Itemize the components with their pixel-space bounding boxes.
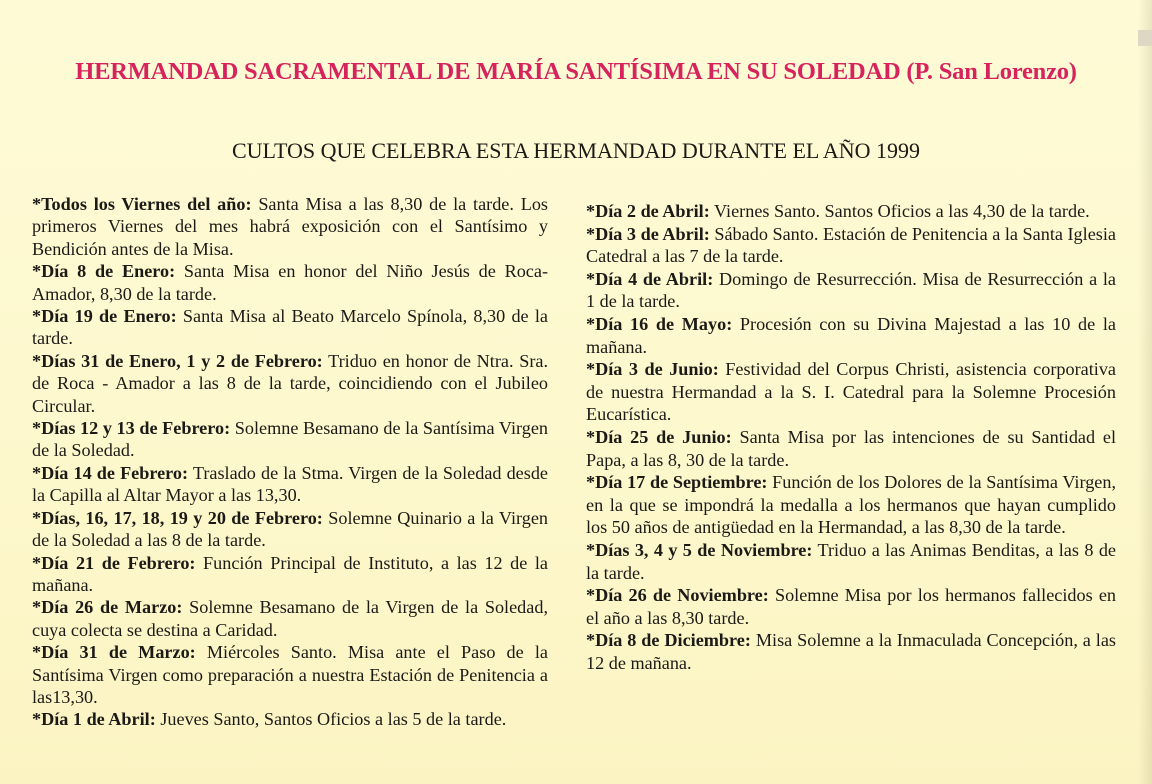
event-date-label: *Día 26 de Noviembre: [586, 585, 769, 606]
event-date-label: *Día 2 de Abril: [586, 201, 710, 221]
event-description: Triduo en honor de Ntra. Sra. de Roca - Amador a las 8 de la tarde, coincidiendo con el Jubileo Circular. [32, 350, 548, 416]
event-entry [32, 260, 548, 305]
event-date-label: *Día 4 de Abril: [586, 268, 714, 289]
event-entry [32, 417, 548, 462]
event-date-label: *Días 31 de Enero, 1 y 2 de Febrero: [32, 350, 323, 371]
event-entry [586, 539, 1116, 584]
event-entry [32, 462, 548, 507]
event-date-label: *Todos los Viernes del año: [32, 194, 252, 214]
event-entry [32, 641, 548, 708]
event-description: Procesión con su Divina Majestad a las 10 de la mañana. [586, 313, 1116, 357]
event-date-label: *Día 3 de Abril: [586, 223, 710, 244]
event-date-label: *Día 8 de Diciembre: [586, 630, 751, 651]
event-description: Función de los Dolores de la Santísima Virgen, en la que se impondrá la medalla a los hermanos que hayan cumplido los 50 años de antigüedad en la Hermandad, a las 8,30 de la tarde. [586, 472, 1117, 538]
event-description: Solemne Besamano de la Santísima Virgen de la Soledad. [32, 418, 548, 461]
event-date-label: *Día 16 de Mayo: [586, 313, 733, 334]
event-description: Santa Misa por las intenciones de su Santidad el Papa, a las 8, 30 de la tarde. [586, 426, 1117, 470]
event-date-label: *Día 8 de Enero: [32, 261, 176, 282]
event-date-label: *Día 14 de Febrero: [32, 462, 189, 483]
event-entry [586, 584, 1116, 629]
event-entry [586, 313, 1116, 358]
event-entry [32, 507, 548, 552]
event-entry [32, 552, 548, 597]
event-date-label: *Día 17 de Septiembre: [586, 472, 768, 493]
event-entry [32, 193, 548, 260]
event-description: Solemne Quinario a la Virgen de la Soledad a las 8 de la tarde. [32, 507, 548, 551]
event-entry [586, 358, 1116, 426]
event-description: Santa Misa en honor del Niño Jesús de Roca-Amador, 8,30 de la tarde. [32, 261, 549, 304]
event-description: Viernes Santo. Santos Oficios a las 4,30 de la tarde. [709, 201, 1090, 221]
event-date-label: *Días 12 y 13 de Febrero: [32, 418, 231, 439]
event-description: Traslado de la Stma. Virgen de la Soledad desde la Capilla al Altar Mayor a las 13,30. [32, 462, 549, 506]
event-date-label: *Día 21 de Febrero: [32, 552, 196, 573]
event-description: Festividad del Corpus Christi, asistencia corporativa de nuestra Hermandad a la S. I. Catedral para la Solemne Procesión Eucarística. [586, 359, 1116, 425]
page-subtitle: CULTOS QUE CELEBRA ESTA HERMANDAD DURANTE EL AÑO 1999 [231, 138, 920, 163]
event-entry [32, 708, 548, 730]
event-description: Jueves Santo, Santos Oficios a las 5 de la tarde. [155, 709, 507, 730]
event-entry [32, 596, 548, 641]
event-description: Solemne Misa por los hermanos fallecidos en el año a las 8,30 tarde. [586, 585, 1116, 628]
event-entry [586, 268, 1116, 313]
event-entry [586, 200, 1116, 223]
event-entry [586, 223, 1116, 268]
event-date-label: *Día 19 de Enero: [32, 306, 177, 327]
event-description: Función Principal de Instituto, a las 12 de la mañana. [32, 552, 548, 595]
event-date-label: *Día 3 de Junio: [586, 359, 719, 380]
event-description: Misa Solemne a la Inmaculada Concepción, a las 12 de mañana. [586, 630, 1116, 673]
event-date-label: *Día 25 de Junio: [586, 426, 732, 447]
scan-corner-mark [1138, 30, 1152, 46]
event-description: Triduo a las Animas Benditas, a las 8 de la tarde. [586, 539, 1116, 583]
event-entry [32, 350, 548, 417]
event-date-label: *Días 3, 4 y 5 de Noviembre: [586, 539, 813, 560]
event-entry [586, 471, 1116, 539]
event-description: Solemne Besamano de la Virgen de la Soledad, cuya colecta se destina a Caridad. [32, 597, 548, 640]
event-description: Santa Misa a las 8,30 de la tarde. Los primeros Viernes del mes habrá exposición con el Santísimo y Bendición antes de la Misa. [32, 194, 549, 259]
page-title: HERMANDAD SACRAMENTAL DE MARÍA SANTÍSIMA EN SU SOLEDAD (P. San Lorenzo) [75, 58, 1077, 85]
event-description: Domingo de Resurrección. Misa de Resurrección a la 1 de la tarde. [586, 268, 1116, 312]
event-date-label: *Día 26 de Marzo: [32, 597, 183, 618]
event-date-label: *Día 31 de Marzo: [32, 642, 196, 663]
event-date-label: *Día 1 de Abril: [32, 709, 156, 730]
event-entry [586, 426, 1116, 471]
event-description: Sábado Santo. Estación de Penitencia a la Santa Iglesia Catedral a las 7 de la tarde. [586, 223, 1116, 267]
event-entry [586, 629, 1116, 674]
page-edge-shadow [1138, 0, 1152, 784]
event-entry [32, 305, 548, 350]
event-description: Miércoles Santo. Misa ante el Paso de la Santísima Virgen como preparación a nuestra Estación de Penitencia a las13,30. [32, 642, 548, 707]
right-column [586, 200, 1116, 674]
left-column [32, 193, 548, 731]
event-date-label: *Días, 16, 17, 18, 19 y 20 de Febrero: [32, 507, 323, 528]
event-description: Santa Misa al Beato Marcelo Spínola, 8,30 de la tarde. [32, 306, 548, 349]
